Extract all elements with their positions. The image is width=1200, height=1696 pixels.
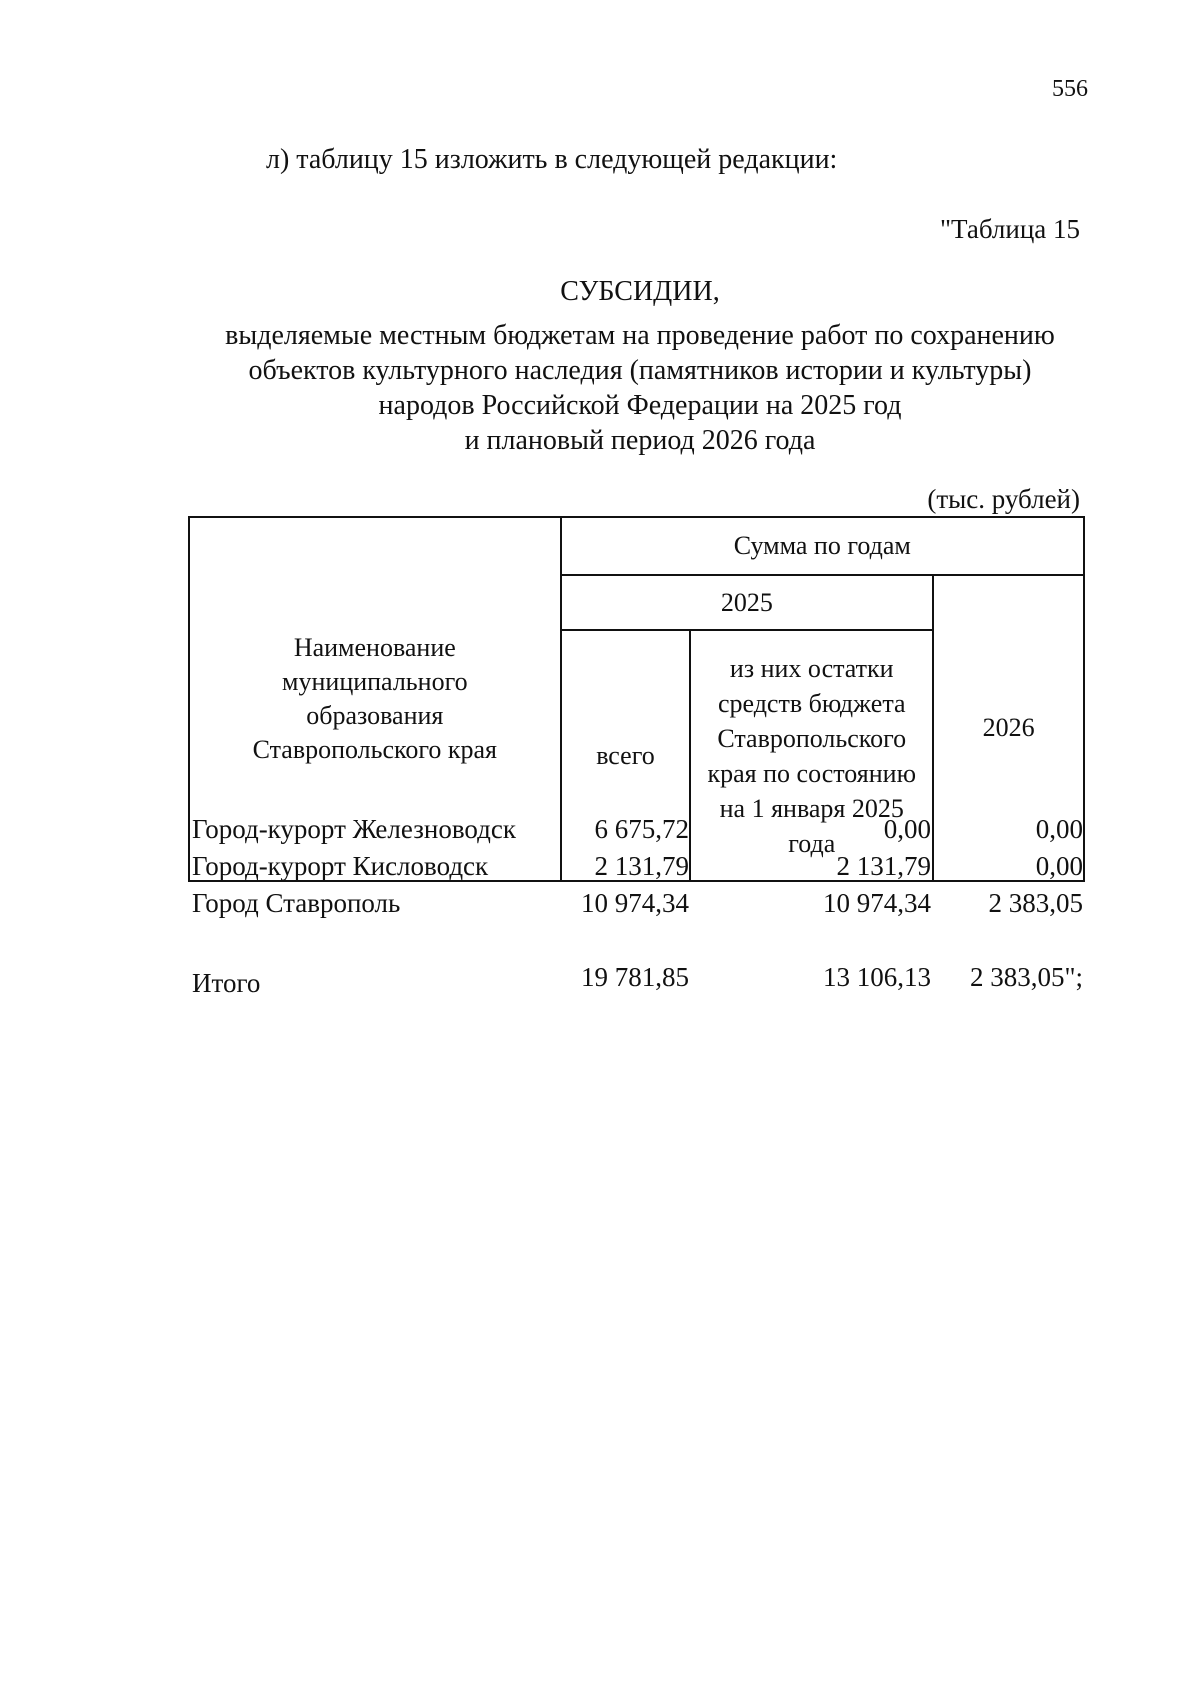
row-remainder-2025: 2 131,79 (836, 851, 931, 881)
page-number: 556 (1052, 76, 1088, 102)
total-2025: 19 781,85 (581, 962, 689, 992)
header-sum-by-years: Сумма по годам (561, 517, 1084, 575)
total-label: Итого (192, 968, 261, 998)
row-municipality-name: Город-курорт Железноводск (192, 814, 516, 844)
row-remainder-2025: 10 974,34 (823, 888, 931, 918)
table-caption: "Таблица 15 (940, 214, 1080, 244)
header-remainder-label: из них остатки средств бюджета Ставропольского края по состоянию на 1 января 2025 года (707, 653, 917, 858)
row-amount-2026: 0,00 (1035, 851, 1083, 881)
row-total-2025: 2 131,79 (594, 851, 689, 881)
total-2026: 2 383,05"; (969, 962, 1083, 992)
intro-text: л) таблицу 15 изложить в следующей редакции: (266, 144, 838, 175)
table-row (188, 851, 1085, 889)
row-municipality-name: Город-курорт Кисловодск (192, 851, 489, 881)
subtitle-line: и плановый период 2026 года (464, 425, 816, 456)
header-total: всего (561, 630, 691, 881)
subtitle-line: объектов культурного наследия (памятников истории и культуры) (248, 355, 1032, 386)
document-subtitle (200, 318, 1080, 458)
row-amount-2026: 2 383,05 (988, 888, 1083, 918)
header-municipality-label: Наименование муниципального образования Ставропольского края (252, 633, 498, 764)
table-row (188, 814, 1085, 852)
subtitle-line: народов Российской Федерации на 2025 год (378, 390, 902, 421)
table-row (188, 888, 1085, 926)
header-year-2026: 2026 (933, 575, 1084, 881)
row-municipality-name: Город Ставрополь (192, 888, 401, 918)
row-amount-2026: 0,00 (1035, 814, 1083, 844)
row-total-2025: 10 974,34 (581, 888, 689, 918)
row-remainder-2025: 0,00 (883, 814, 931, 844)
row-total-2025: 6 675,72 (594, 814, 689, 844)
total-row (188, 962, 1085, 1000)
total-remainder-2025: 13 106,13 (823, 962, 931, 992)
units-label: (тыс. рублей) (927, 484, 1080, 514)
document-title: СУБСИДИИ, (560, 276, 720, 307)
subtitle-line: выделяемые местным бюджетам на проведение работ по сохранению (225, 320, 1055, 351)
header-year-2025: 2025 (561, 575, 934, 630)
